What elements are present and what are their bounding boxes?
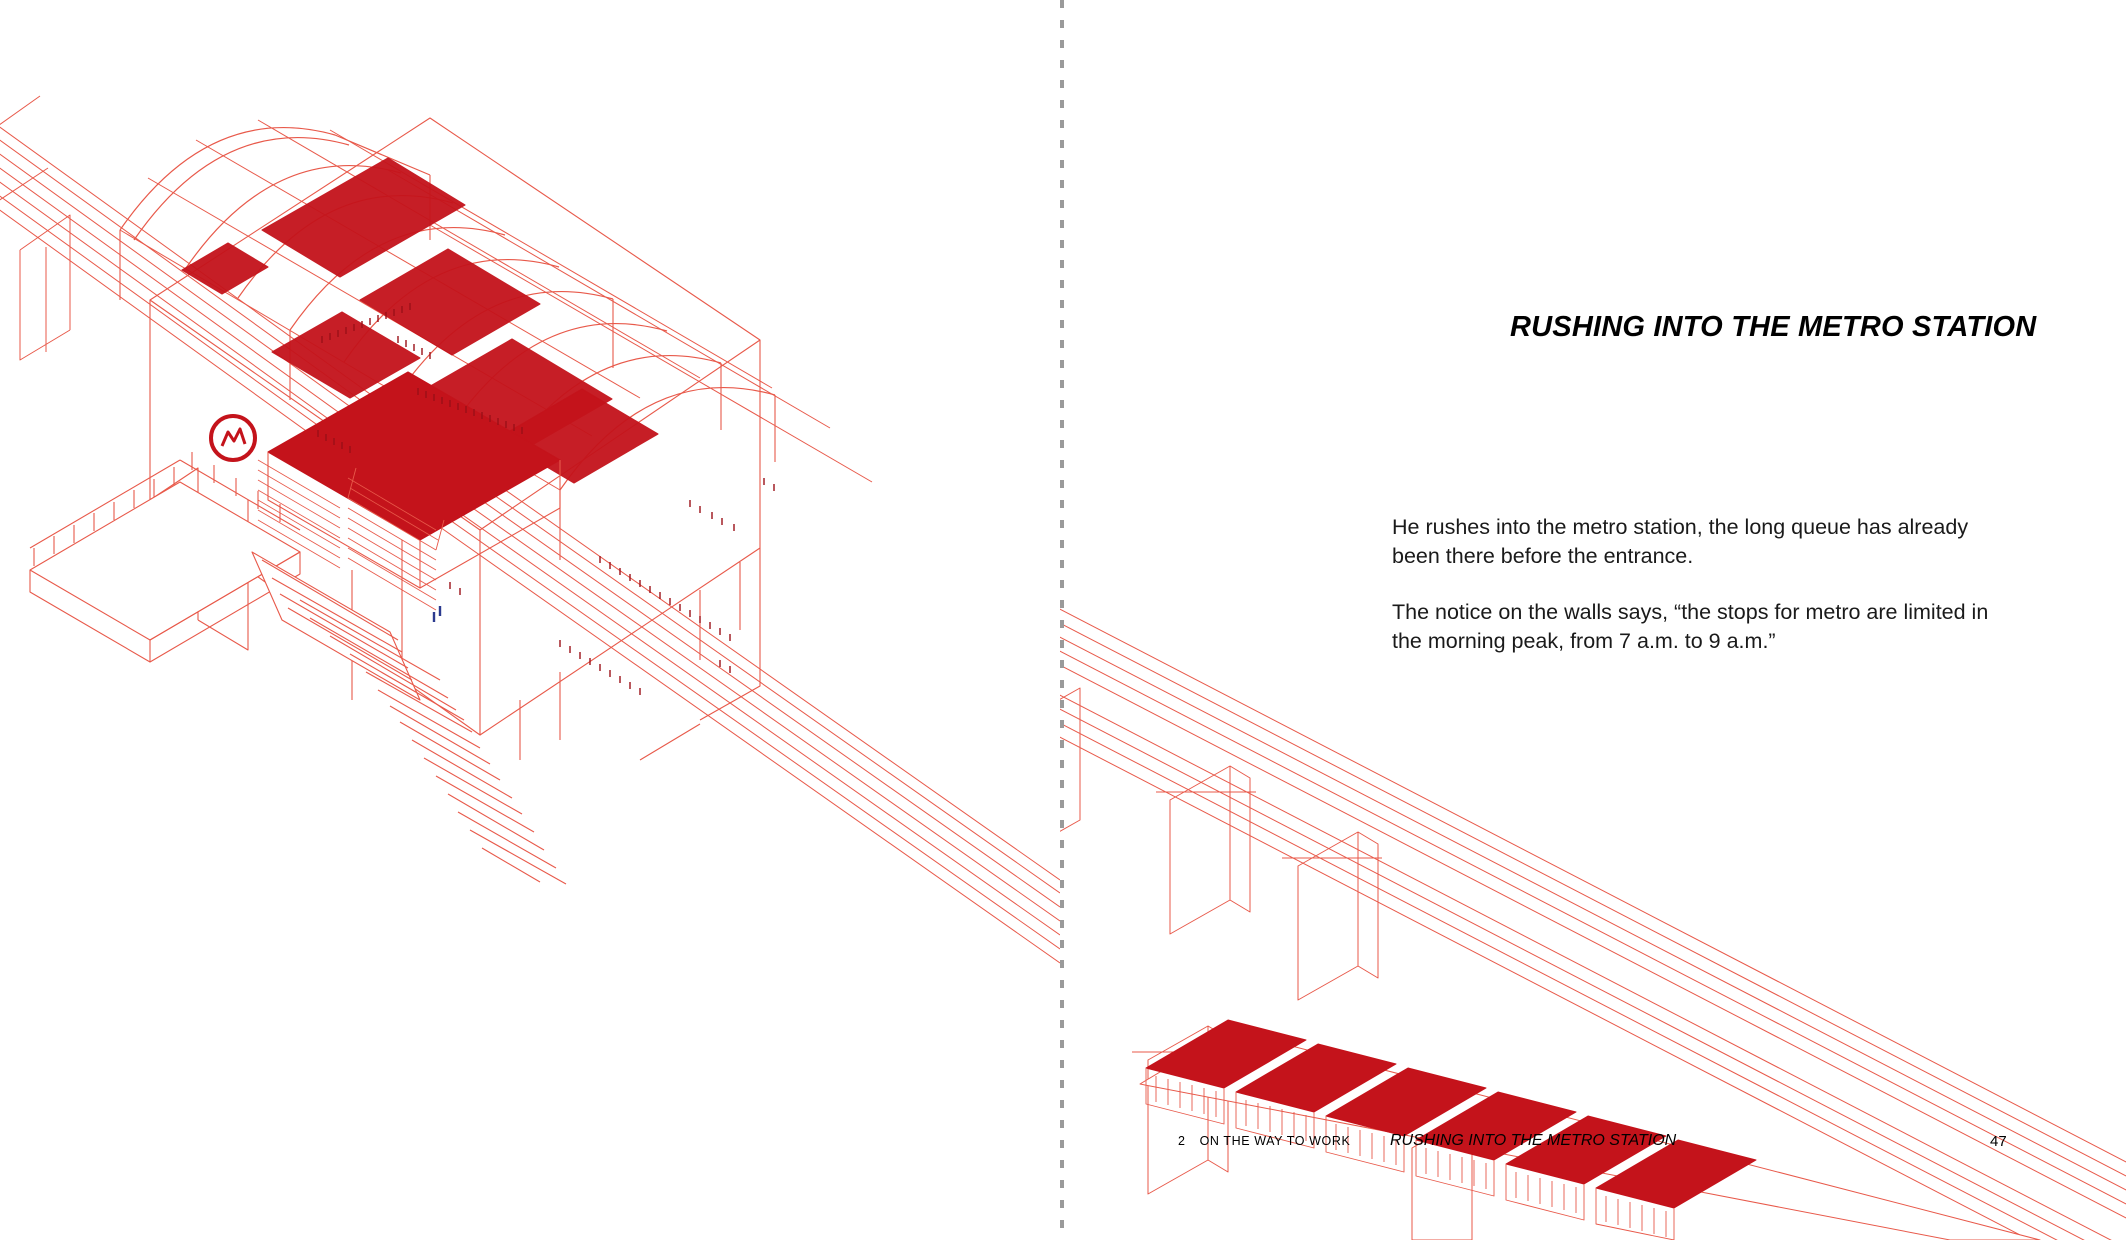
metro-station-illustration — [0, 0, 1060, 1240]
metro-logo-icon — [211, 416, 255, 460]
footer-right-page-number: 47 — [1990, 1133, 2007, 1150]
page-title: RUSHING INTO THE METRO STATION — [1510, 311, 2037, 343]
footer-left-section: ON THE WAY TO WORK — [1199, 1134, 1351, 1148]
footer-left — [1178, 1134, 1350, 1148]
viaduct-deck — [0, 96, 70, 360]
viaduct-piers — [1060, 0, 2126, 1000]
paragraph-2: The notice on the walls says, “the stops for metro are limited in the morning peak, from 7 a.m. to 9 a.m.” — [1392, 600, 1989, 653]
footer-left-page-number: 2 — [1178, 1134, 1186, 1148]
spread-gutter-dotted-line — [1060, 0, 1064, 1240]
body-text — [1392, 513, 2002, 683]
escalator — [252, 552, 566, 884]
metro-train — [1140, 1020, 2040, 1240]
highlight-figure — [434, 606, 440, 622]
footer-center-title: RUSHING INTO THE METRO STATION — [1390, 1132, 1677, 1149]
paragraph-1: He rushes into the metro station, the long queue has already been there before the entrance. — [1392, 515, 1969, 568]
station-axonometric-svg — [0, 0, 1060, 1240]
